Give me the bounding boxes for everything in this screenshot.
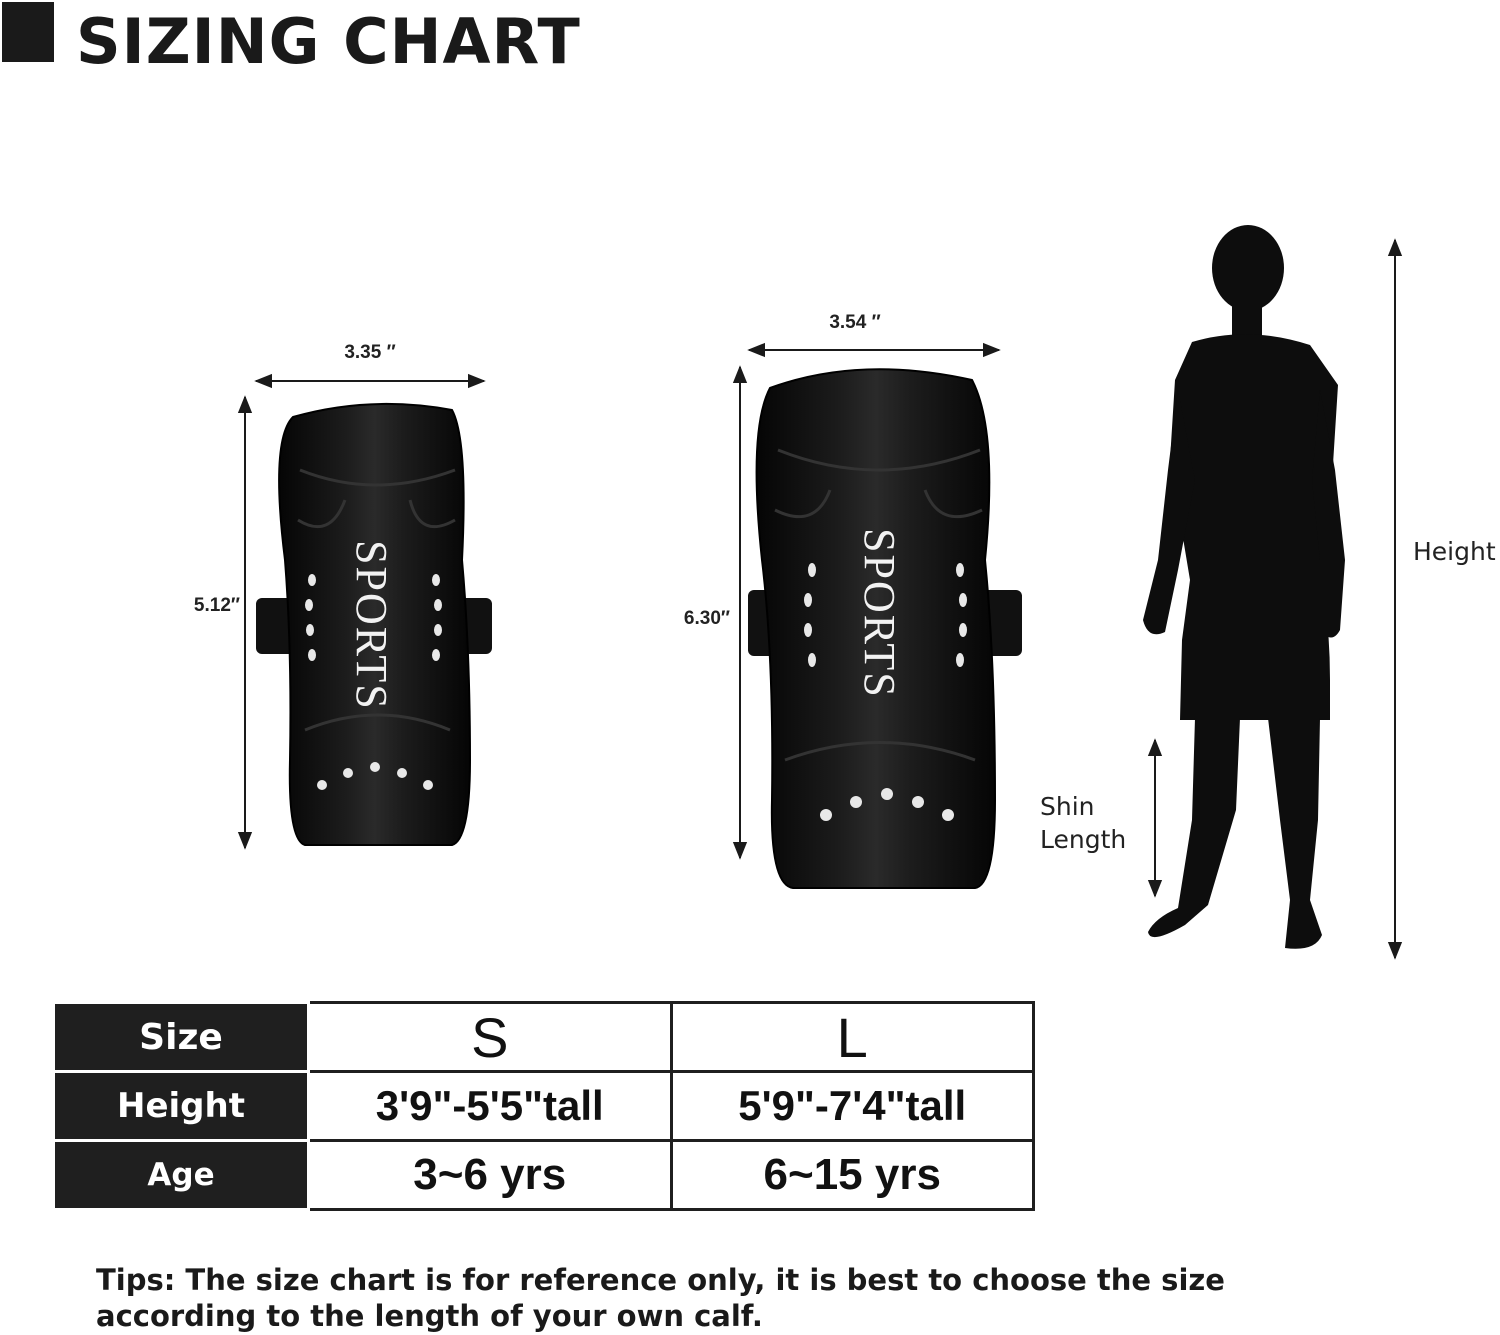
age-header: Age <box>55 1141 309 1210</box>
size-header: Size <box>55 1003 309 1072</box>
table-row <box>55 1003 1034 1072</box>
age-cell-s: 3~6 yrs <box>309 1141 672 1210</box>
height-label: 6.30″ <box>683 608 730 629</box>
shin-label-line1: Shin <box>1040 792 1095 821</box>
person-silhouette <box>1143 225 1345 949</box>
width-label: 3.35 ″ <box>344 342 396 363</box>
height-cell-l: 5'9"-7'4"tall <box>671 1072 1034 1141</box>
height-header: Height <box>55 1072 309 1141</box>
height-cell-s: 3'9"-5'5"tall <box>309 1072 672 1141</box>
shin-guard-large <box>684 312 1022 888</box>
size-table <box>55 1001 1035 1211</box>
shin-label-line2: Length <box>1040 825 1127 854</box>
width-label: 3.54 ″ <box>829 312 881 333</box>
person-height-label: Height <box>1413 537 1496 566</box>
size-cell-s: S <box>309 1003 672 1072</box>
page-title: SIZING CHART <box>76 5 581 78</box>
age-cell-l: 6~15 yrs <box>671 1141 1034 1210</box>
tips-note: Tips: The size chart is for reference only, it is best to choose the size according to the length of your own calf. <box>96 1263 1225 1333</box>
table-row <box>55 1141 1034 1210</box>
height-label: 5.12″ <box>193 595 240 616</box>
table-row <box>55 1072 1034 1141</box>
guard-brand-text: SPORTS <box>347 540 396 711</box>
size-cell-l: L <box>671 1003 1034 1072</box>
guard-brand-text: SPORTS <box>855 528 904 699</box>
shin-guard-small <box>194 342 492 848</box>
